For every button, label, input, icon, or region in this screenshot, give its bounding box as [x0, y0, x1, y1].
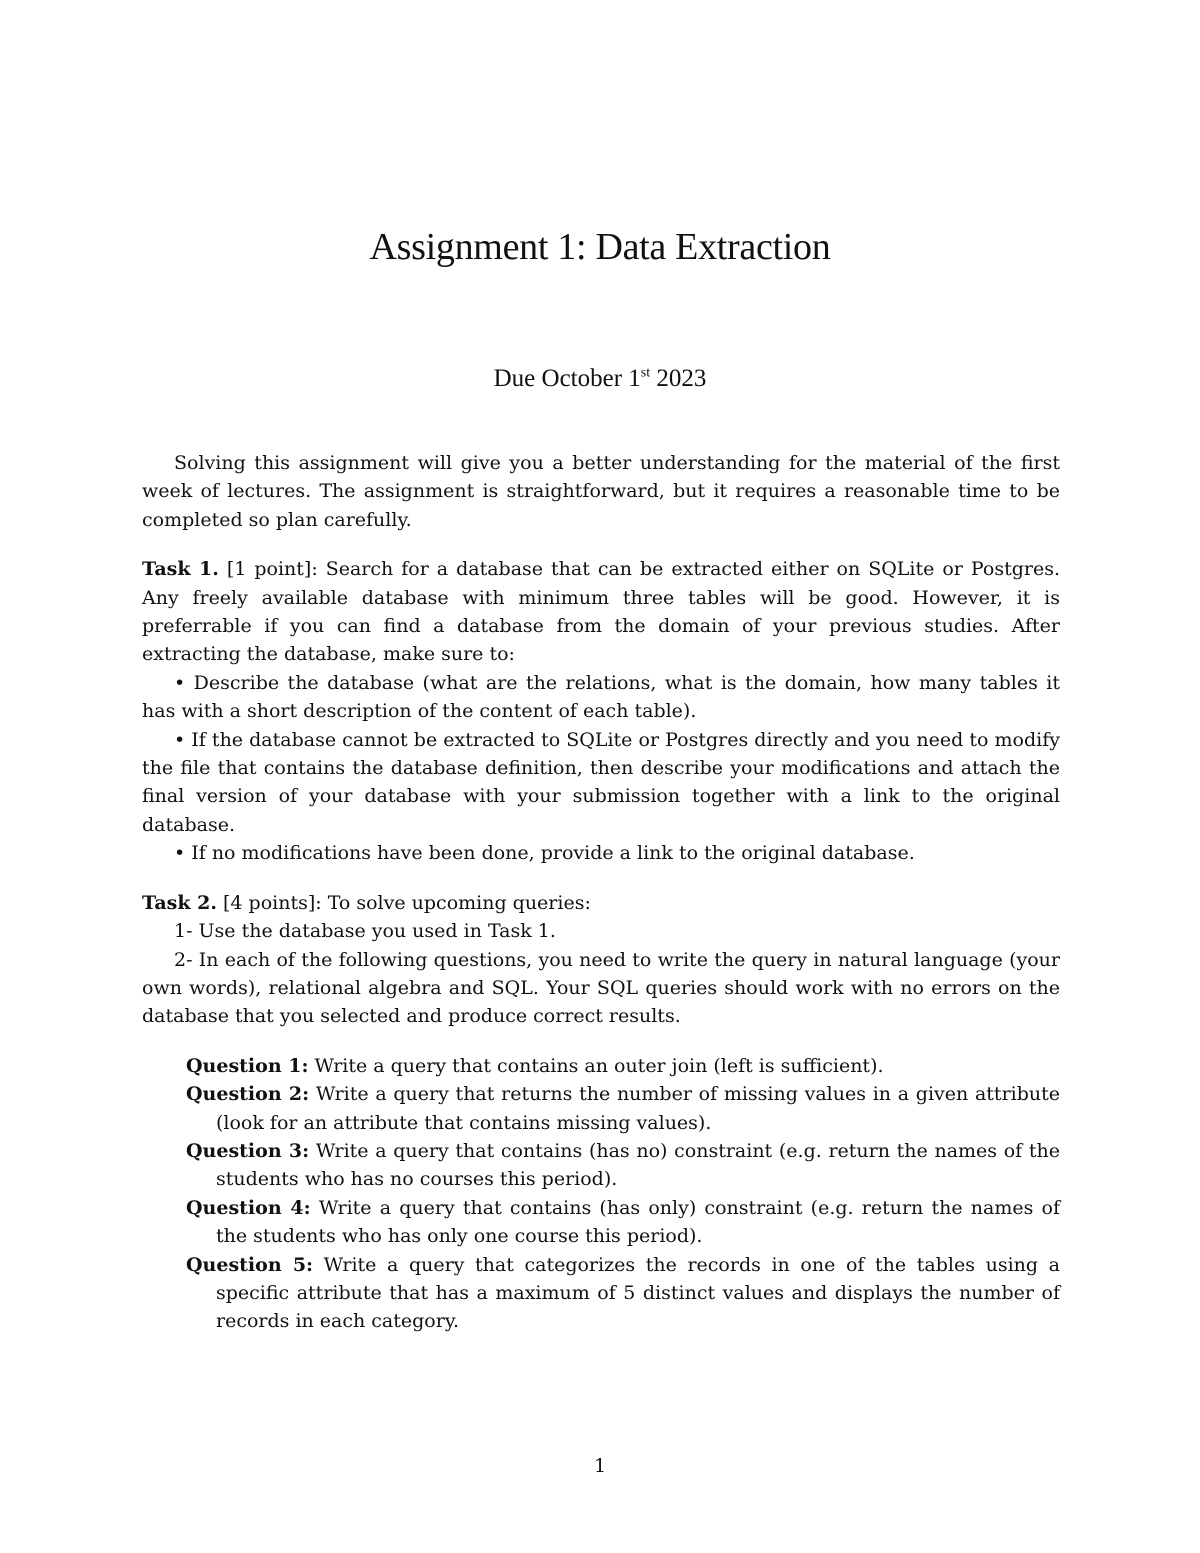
question-text: Write a query that contains an outer join (left is sufficient). [308, 1054, 884, 1077]
question-label: Question 5: [186, 1253, 314, 1276]
intro-paragraph: Solving this assignment will give you a better understanding for the material of the first week of lectures. The assignment is straightforward, but it requires a reasonable time to be completed so plan carefully. [142, 452, 1060, 531]
question-text: Write a query that returns the number of missing values in a given attribute (look for an attribute that contains missing values). [216, 1083, 1061, 1134]
task1-bullet: • If the database cannot be extracted to SQLite or Postgres directly and you need to modify the file that contains the database definition, then describe your modifications and attach the final version of your database with your submission together with a link to the original database. [142, 728, 1060, 836]
question-item [142, 1052, 1060, 1080]
question-label: Question 1: [186, 1054, 309, 1077]
question-label: Question 4: [186, 1196, 311, 1219]
due-date-prefix: Due October 1 [493, 365, 641, 392]
task2-paragraph [142, 889, 1060, 917]
task1-label: Task 1. [142, 558, 219, 581]
due-date-superscript: st [640, 365, 651, 381]
question-text: Write a query that categorizes the records in one of the tables using a specific attribute that has a maximum of 5 distinct values and displays the number of records in each category. [216, 1253, 1060, 1333]
task1-bullet: • If no modifications have been done, provide a link to the original database. [174, 842, 915, 865]
document-body [142, 449, 1060, 1336]
due-date-suffix: 2023 [650, 365, 707, 392]
question-label: Question 3: [186, 1139, 310, 1162]
question-item [142, 1080, 1060, 1137]
task2-text: [4 points]: To solve upcoming queries: [216, 891, 591, 914]
question-text: Write a query that contains (has no) constraint (e.g. return the names of the students who has no courses this period). [216, 1139, 1061, 1191]
task2-step: 2- In each of the following questions, you need to write the query in natural language (your own words), relational algebra and SQL. Your SQL queries should work with no errors on the database that you selected and produce correct results. [142, 948, 1060, 1028]
question-item [142, 1194, 1060, 1251]
question-text: Write a query that contains (has only) constraint (e.g. return the names of the students who has only one course this period). [216, 1196, 1061, 1248]
question-label: Question 2: [186, 1083, 310, 1106]
question-item [142, 1137, 1060, 1194]
question-item [142, 1251, 1060, 1336]
task2-step: 1- Use the database you used in Task 1. [174, 920, 556, 943]
task1-text: [1 point]: Search for a database that can be extracted either on SQLite or Postgres. Any freely available database with minimum three tables will be good. However, it is preferrable if you can find a database from the domain of your previous studies. After extracting the database, make sure to: [142, 558, 1060, 666]
due-date [0, 362, 1200, 396]
task1-paragraph [142, 555, 1060, 669]
document-title: Assignment 1: Data Extraction [369, 226, 831, 268]
task1-bullet: • Describe the database (what are the relations, what is the domain, how many tables it has with a short description of the content of each table). [142, 671, 1060, 723]
page-number: 1 [593, 1455, 607, 1477]
task2-label: Task 2. [142, 891, 217, 914]
questions-list [142, 1052, 1060, 1336]
